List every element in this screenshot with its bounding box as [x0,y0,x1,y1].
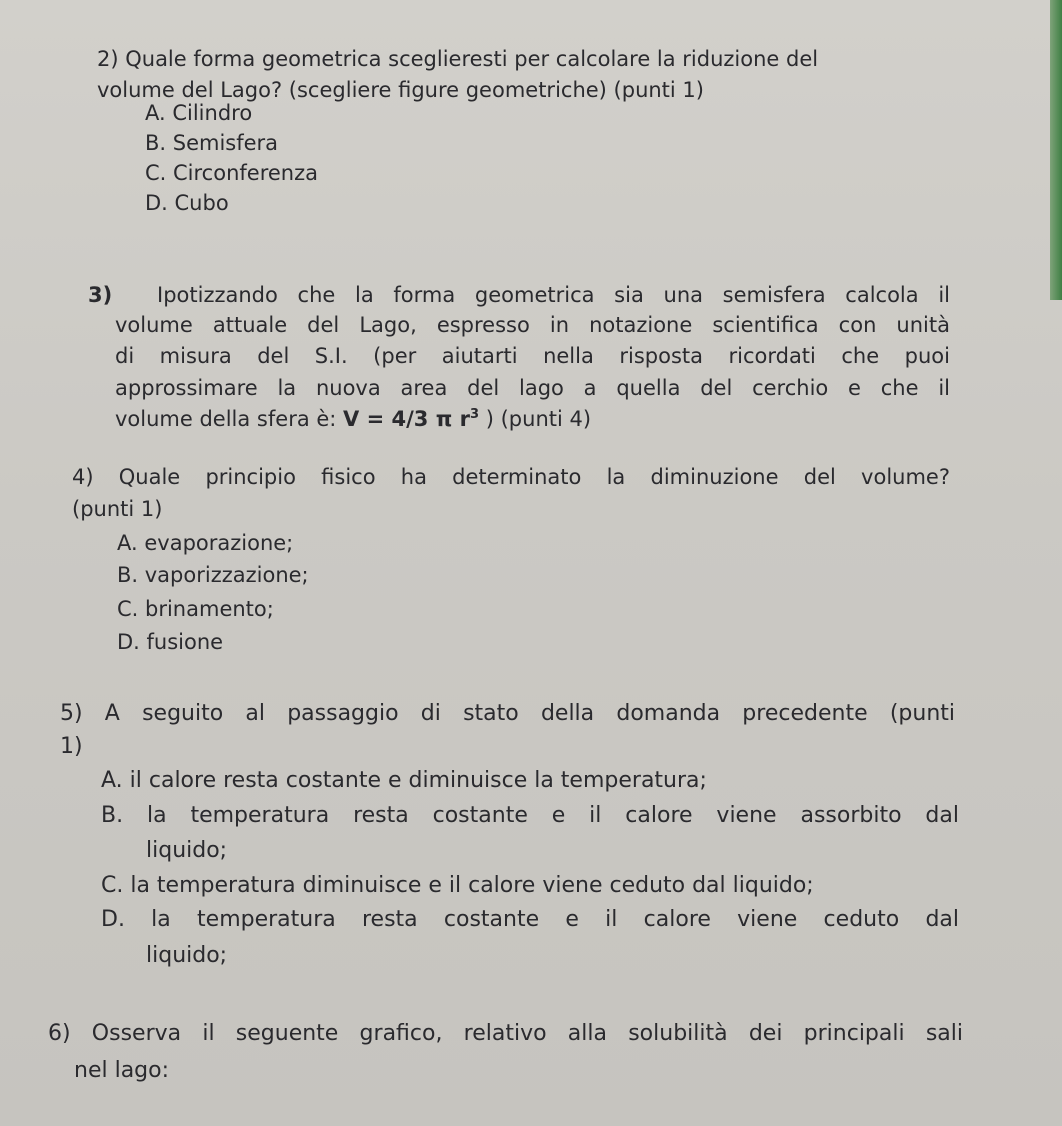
q2-option-b: B. Semisfera [145,131,279,155]
q4-option-d: D. fusione [117,630,224,654]
q5-option-c: C. la temperatura diminuisce e il calore viene ceduto dal liquido; [101,873,814,898]
q3-line5-post: ) (punti 4) [479,407,592,431]
q2-text-line2: volume del Lago? (scegliere figure geometriche) (punti 1) [97,78,704,102]
q3-text-line5 [115,407,591,431]
q5-text-line2: 1) [60,734,83,759]
q3-text-line4: approssimare la nuova area del lago a quella del cerchio e che il [115,376,950,400]
sphere-volume-formula: V = 4/3 π $r^3$ [343,407,480,431]
q4-option-b: B. vaporizzazione; [117,563,309,587]
q3-text-line1: Ipotizzando che la forma geometrica sia una semisfera calcola il [157,283,950,307]
q6-text-line2: nel lago: [74,1058,170,1083]
q2-option-c: C. Circonferenza [145,161,318,185]
q3-text-line2: volume attuale del Lago, espresso in notazione scientifica con unità [115,313,950,337]
q2-option-a: A. Cilindro [145,101,253,125]
q3-text-line3: di misura del S.I. (per aiutarti nella risposta ricordati che puoi [115,344,950,368]
q4-option-c: C. brinamento; [117,597,274,621]
q2-option-d: D. Cubo [145,191,229,215]
q5-option-a: A. il calore resta costante e diminuisce la temperatura; [101,768,707,793]
q2-text-line1: 2) Quale forma geometrica sceglieresti per calcolare la riduzione del [97,47,819,71]
q3-number: 3) [88,283,113,307]
background-edge [1050,0,1062,300]
q5-option-d-line2: liquido; [146,943,228,968]
q4-option-a: A. evaporazione; [117,531,294,555]
q5-option-b-line2: liquido; [146,838,228,863]
q5-option-b-line1: B. la temperatura resta costante e il calore viene assorbito dal [101,803,959,828]
q4-text-line1: 4) Quale principio fisico ha determinato la diminuzione del volume? [72,465,950,489]
q3-line5-pre: volume della sfera è: [115,407,344,431]
q5-text-line1: 5) A seguito al passaggio di stato della domanda precedente (punti [60,701,955,726]
q4-text-line2: (punti 1) [72,497,163,521]
q6-text-line1: 6) Osserva il seguente grafico, relativo alla solubilità dei principali sali [48,1021,963,1046]
q5-option-d-line1: D. la temperatura resta costante e il calore viene ceduto dal [101,907,959,932]
